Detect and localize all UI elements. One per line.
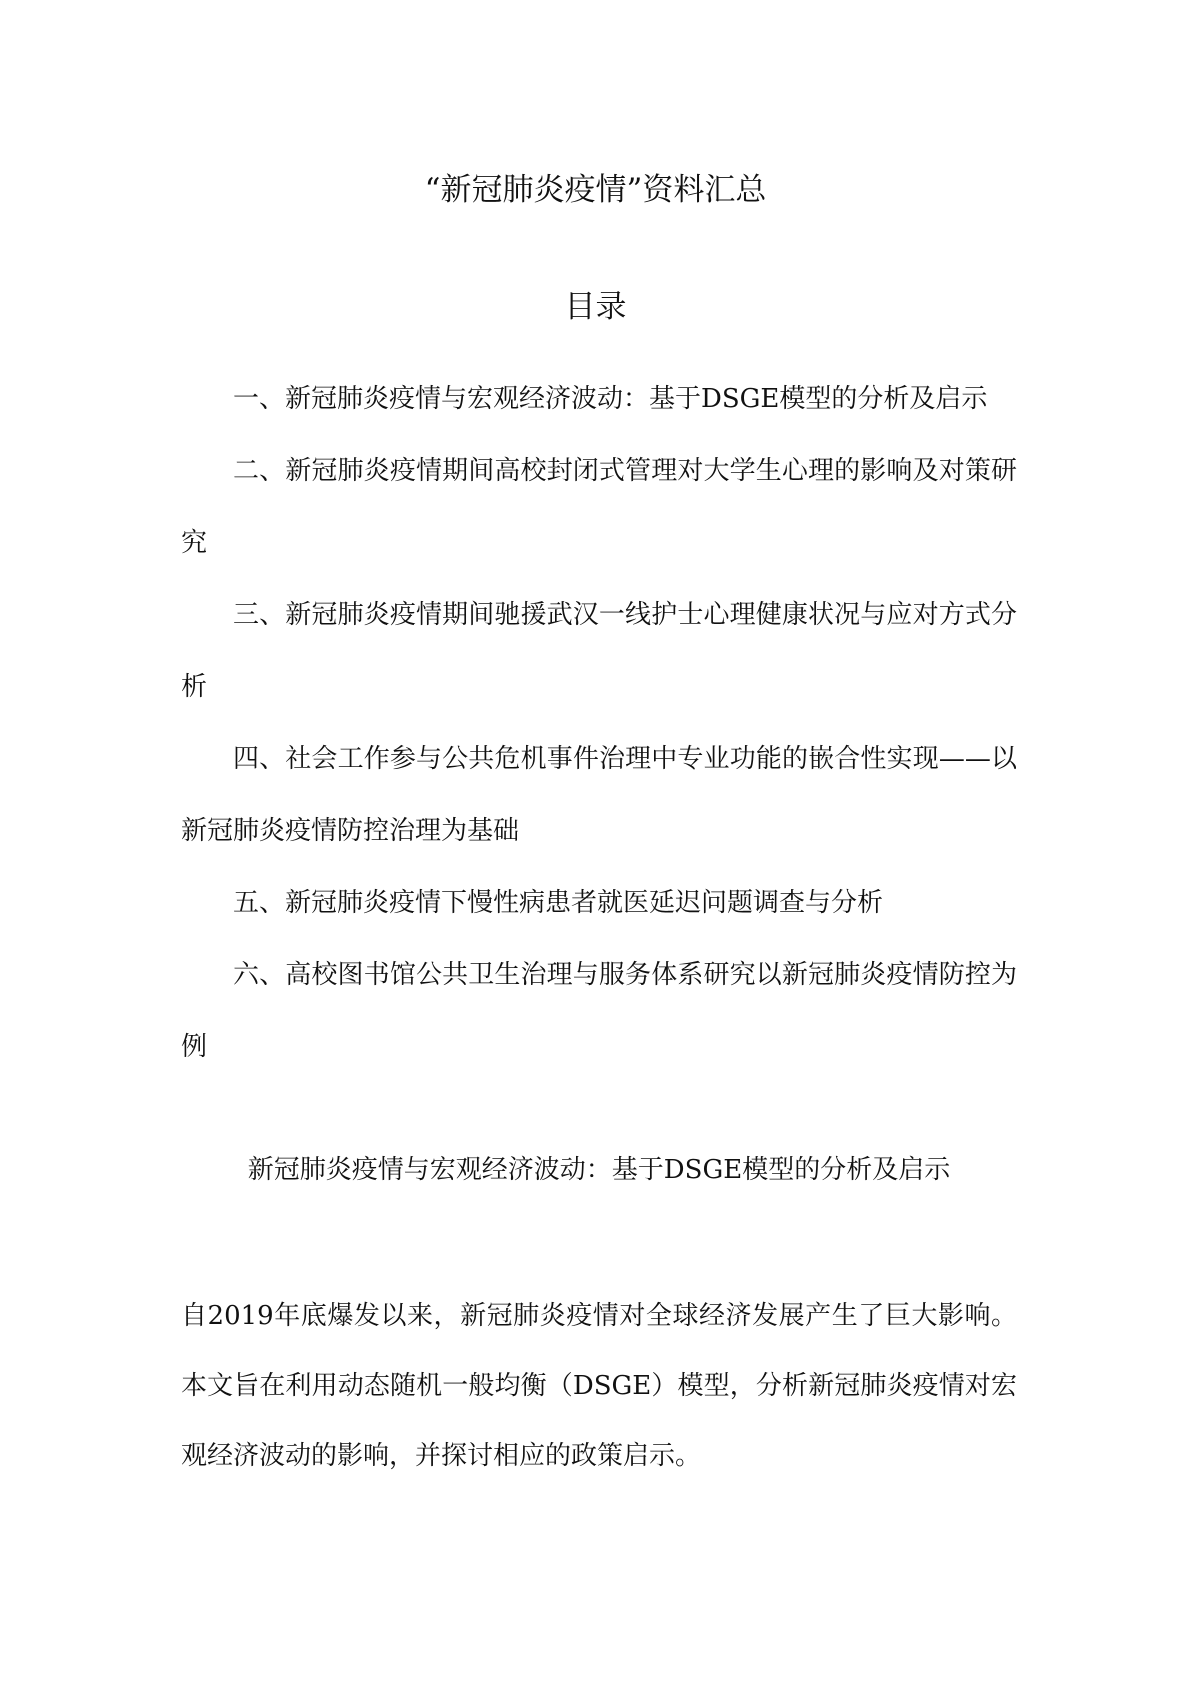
document-title: “新冠肺炎疫情”资料汇总 bbox=[424, 172, 767, 208]
section-title: 新冠肺炎疫情与宏观经济波动：基于DSGE模型的分析及启示 bbox=[247, 1155, 951, 1185]
toc-heading: 目录 bbox=[564, 289, 627, 325]
toc-item: 四、社会工作参与公共危机事件治理中专业功能的嵌合性实现——以新冠肺炎疫情防控治理为基础 bbox=[181, 744, 1017, 846]
toc-item: 一、新冠肺炎疫情与宏观经济波动：基于DSGE模型的分析及启示 bbox=[233, 384, 988, 414]
toc-item: 二、新冠肺炎疫情期间高校封闭式管理对大学生心理的影响及对策研究 bbox=[181, 456, 1017, 558]
toc-item: 五、新冠肺炎疫情下慢性病患者就医延迟问题调查与分析 bbox=[233, 888, 884, 918]
toc-item: 三、新冠肺炎疫情期间驰援武汉一线护士心理健康状况与应对方式分析 bbox=[181, 600, 1017, 702]
toc-item: 六、高校图书馆公共卫生治理与服务体系研究以新冠肺炎疫情防控为例 bbox=[181, 960, 1017, 1062]
body-paragraph: 自2019年底爆发以来，新冠肺炎疫情对全球经济发展产生了巨大影响。本文旨在利用动态随机一般均衡（DSGE）模型，分析新冠肺炎疫情对宏观经济波动的影响，并探讨相应的政策启示。 bbox=[181, 1301, 1017, 1471]
table-of-contents bbox=[181, 363, 1017, 1083]
